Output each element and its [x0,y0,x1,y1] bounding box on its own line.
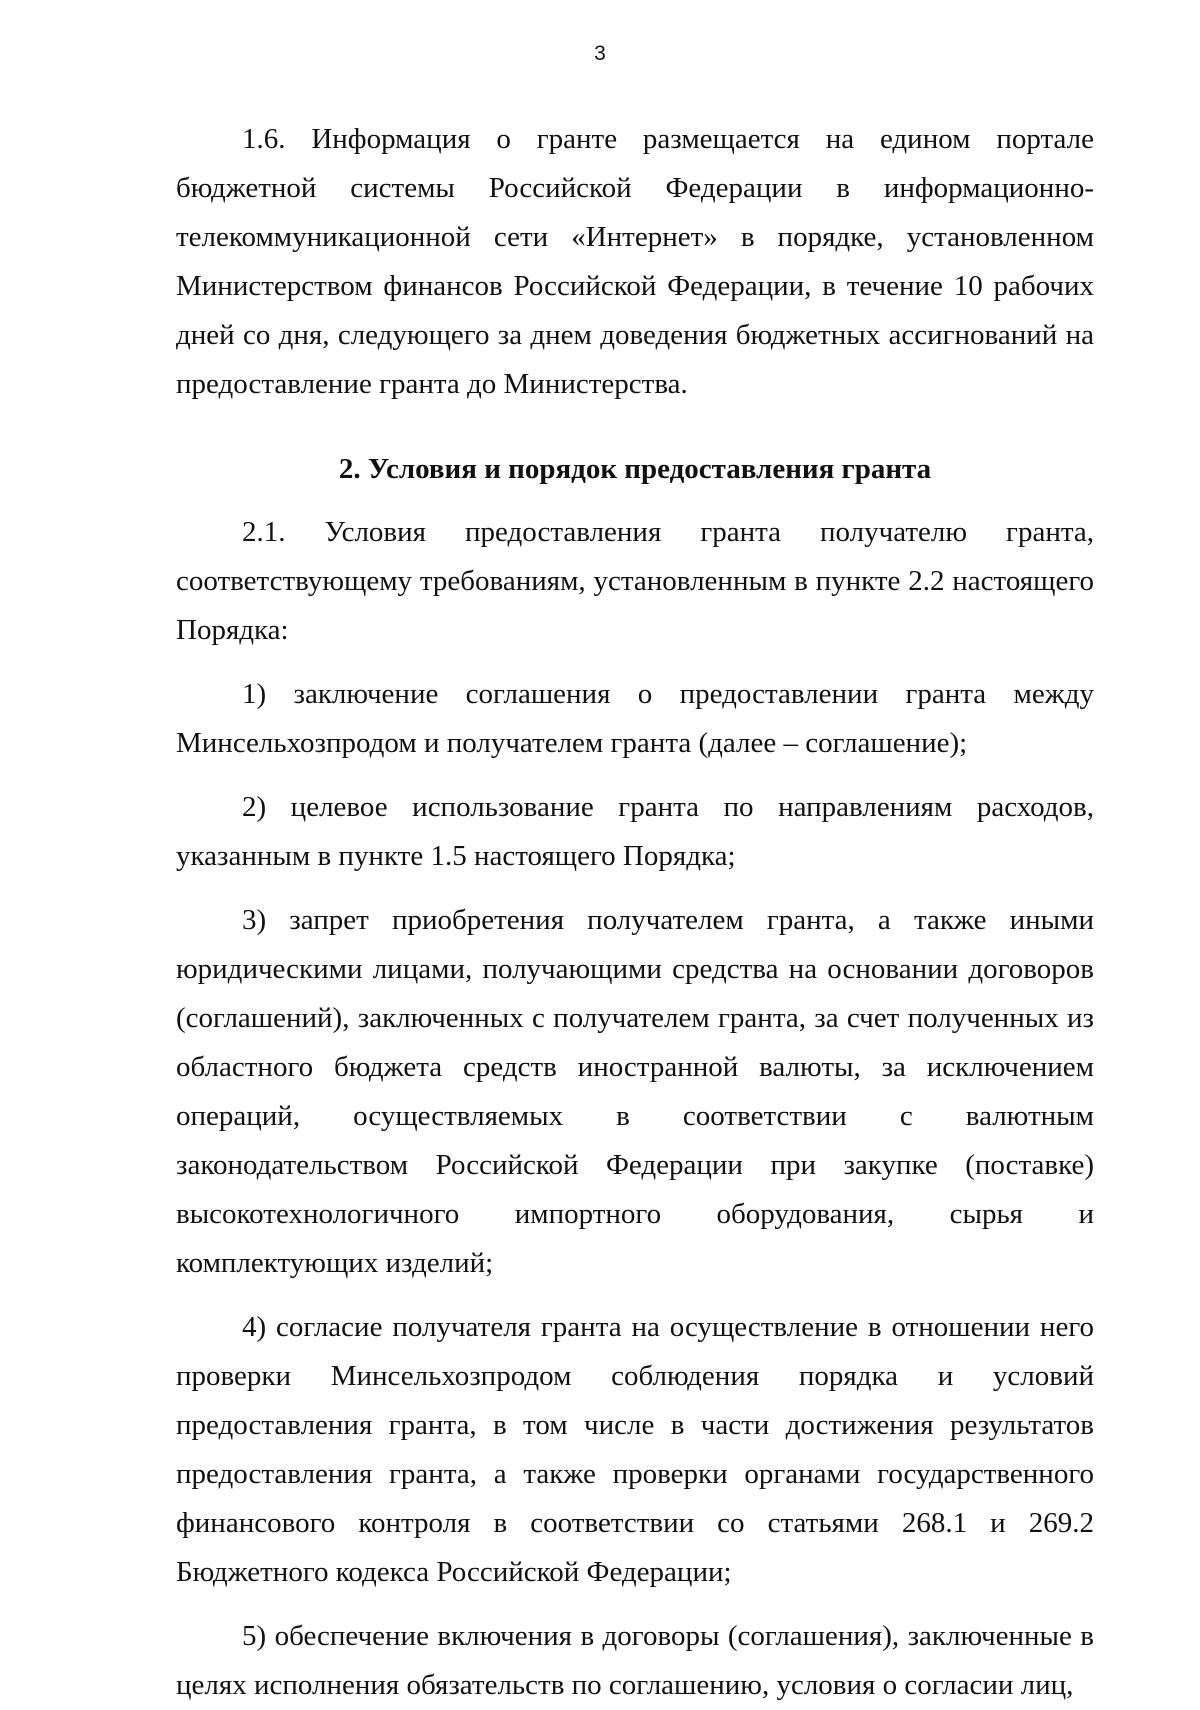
paragraph-2-1: 2.1. Условия предоставления гранта получателю гранта, соответствующему требованиям, установленным в пункте 2.2 настоящего Порядка: [176,516,1094,646]
section-heading: 2. Условия и порядок предоставления гранта [338,453,932,485]
document-body [176,115,1094,1710]
page-number: 3 [594,42,606,65]
list-item-3: 3) запрет приобретения получателем гранта, а также иными юридическими лицами, получающими средства на основании договоров (соглашений), заключенных с получателем гранта, за счет полученных из областного бюджета средств иностранной валюты, за исключением операций, осуществляемых в соответствии с валютным законодательством Российской Федерации при закупке (поставке) высокотехнологичного импортного оборудования, сырья и комплектующих изделий; [176,904,1094,1279]
paragraph-1-6: 1.6. Информация о гранте размещается на едином портале бюджетной системы Российской Федерации в информационно-телекоммуникационной сети «Интернет» в порядке, установленном Министерством финансов Российской Федерации, в течение 10 рабочих дней со дня, следующего за днем доведения бюджетных ассигнований на предоставление гранта до Министерства. [176,123,1094,400]
list-item-2: 2) целевое использование гранта по направлениям расходов, указанным в пункте 1.5 настоящего Порядка; [176,791,1094,872]
list-item-1: 1) заключение соглашения о предоставлении гранта между Минсельхозпродом и получателем гранта (далее – соглашение); [176,678,1094,759]
list-item-5: 5) обеспечение включения в договоры (соглашения), заключенные в целях исполнения обязательств по соглашению, условия о согласии лиц, [176,1620,1094,1701]
list-item-4: 4) согласие получателя гранта на осуществление в отношении него проверки Минсельхозпродом соблюдения порядка и условий предоставления гранта, в том числе в части достижения результатов предоставления гранта, а также проверки органами государственного финансового контроля в соответствии со статьями 268.1 и 269.2 Бюджетного кодекса Российской Федерации; [176,1311,1094,1588]
